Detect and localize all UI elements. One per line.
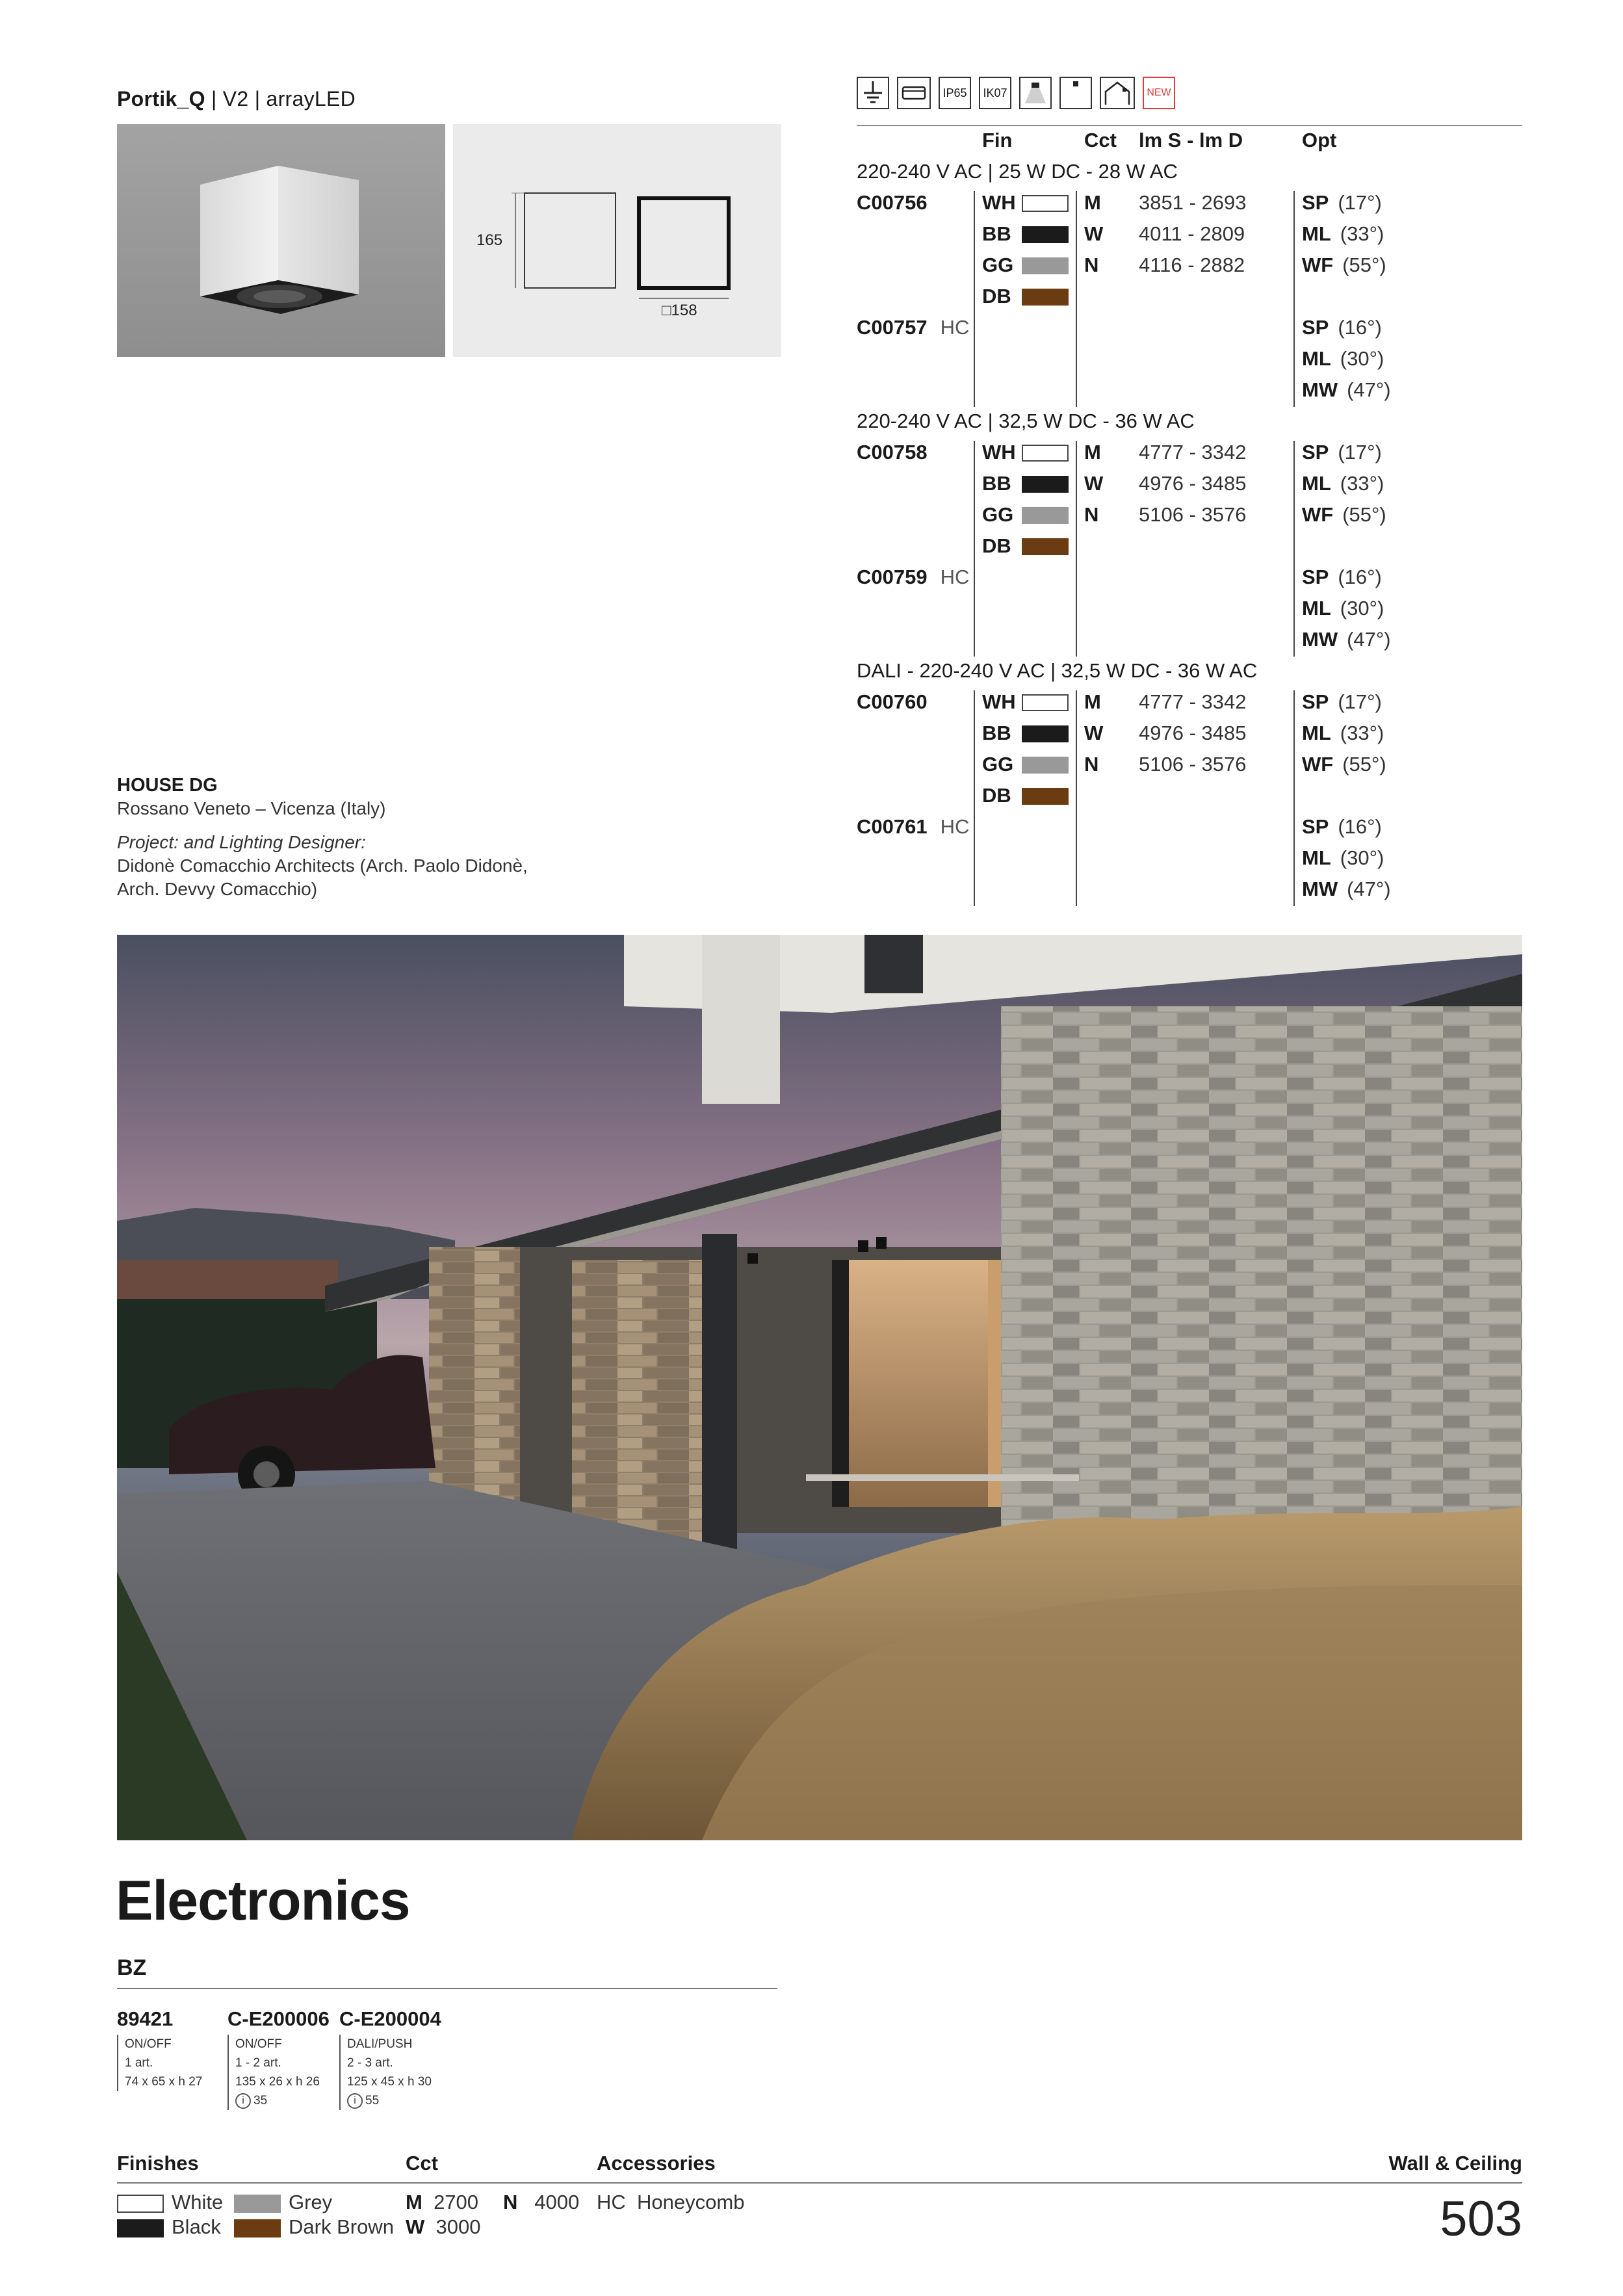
finish-code: DB xyxy=(982,285,1011,307)
accessory-legend-hc: HC Honeycomb xyxy=(597,2191,745,2213)
finish-code: WH xyxy=(982,191,1016,214)
cct-code: N xyxy=(1084,503,1099,526)
surface-mount-icon xyxy=(1059,77,1092,109)
col-header-opt: Opt xyxy=(1302,129,1337,151)
dimension-width: □158 xyxy=(662,302,697,319)
page-number: 503 xyxy=(1440,2191,1522,2247)
legend-swatch-white xyxy=(117,2195,164,2213)
project-photo xyxy=(117,935,1522,1840)
project-location: Rossano Veneto – Vicenza (Italy) xyxy=(117,798,386,818)
finish-swatch-dark-brown xyxy=(1022,538,1069,555)
driver-code: C-E200006 xyxy=(227,2007,330,2030)
finish-code: DB xyxy=(982,534,1011,557)
optic-option: ML (30°) xyxy=(1302,597,1384,620)
project-role: Project: and Lighting Designer: xyxy=(117,832,366,852)
col-header-fin: Fin xyxy=(982,129,1013,151)
footer-rule xyxy=(117,2182,1522,2184)
optic-option: WF (55°) xyxy=(1302,503,1386,526)
cct-code: W xyxy=(1084,722,1104,744)
group-title: DALI - 220-240 V AC | 32,5 W DC - 36 W AC xyxy=(857,659,1258,682)
driver-item xyxy=(339,2007,441,2110)
legend-label-grey: Grey xyxy=(289,2191,333,2213)
project-designer: Arch. Devvy Comacchio) xyxy=(117,879,318,899)
lumen-value: 3851 - 2693 xyxy=(1139,191,1247,214)
finish-swatch-grey xyxy=(1022,507,1069,524)
finish-swatch-black xyxy=(1022,725,1069,742)
finish-swatch-grey xyxy=(1022,257,1069,274)
lumen-value: 4976 - 3485 xyxy=(1139,472,1247,495)
optic-option: ML (33°) xyxy=(1302,222,1384,245)
section-subtitle: BZ xyxy=(117,1955,147,1980)
lumen-value: 5106 - 3576 xyxy=(1139,503,1247,526)
finish-code: BB xyxy=(982,472,1011,495)
optic-option: SP (17°) xyxy=(1302,441,1382,463)
ceiling-mount-icon xyxy=(897,77,931,109)
driver-details: ON/OFF 1 art. 74 x 65 x h 27 xyxy=(117,2035,202,2091)
finish-code: WH xyxy=(982,690,1016,713)
driver-code: 89421 xyxy=(117,2007,174,2030)
col-separator xyxy=(974,690,975,906)
product-code: C00760 xyxy=(857,690,928,713)
col-separator xyxy=(974,441,975,657)
product-code: C00756 xyxy=(857,191,928,214)
footer-accessories-label: Accessories xyxy=(597,2152,716,2174)
col-separator xyxy=(1293,690,1295,906)
optic-option: ML (30°) xyxy=(1302,347,1384,370)
driver-details: DALI/PUSH 2 - 3 art. 125 x 45 x h 30 i 55 xyxy=(339,2035,441,2110)
optic-option: MW (47°) xyxy=(1302,628,1391,651)
cct-code: W xyxy=(1084,472,1104,495)
cct-legend-m: M 2700 xyxy=(406,2191,479,2213)
optic-option: MW (47°) xyxy=(1302,378,1391,401)
product-code-hc: C00757 HC xyxy=(857,316,970,339)
finish-swatch-white xyxy=(1022,195,1069,212)
optic-option: SP (17°) xyxy=(1302,191,1382,214)
col-header-cct: Cct xyxy=(1084,129,1117,151)
lumen-value: 4976 - 3485 xyxy=(1139,722,1247,744)
cct-code: M xyxy=(1084,441,1101,463)
footer-finishes-label: Finishes xyxy=(117,2152,199,2174)
compliance-icons xyxy=(857,77,1175,111)
finish-code: DB xyxy=(982,784,1011,807)
finish-swatch-white xyxy=(1022,694,1069,711)
optic-option: SP (16°) xyxy=(1302,815,1382,838)
cct-code: M xyxy=(1084,690,1101,713)
finish-code: WH xyxy=(982,441,1016,463)
optic-option: WF (55°) xyxy=(1302,254,1386,276)
finish-code: BB xyxy=(982,722,1011,744)
product-code-hc: C00761 HC xyxy=(857,815,970,838)
cct-legend-n: N 4000 xyxy=(503,2191,580,2213)
group-title: 220-240 V AC | 32,5 W DC - 36 W AC xyxy=(857,410,1195,432)
col-separator xyxy=(1076,441,1077,657)
project-caption xyxy=(117,774,572,901)
product-title: Portik_Q | V2 | arrayLED xyxy=(117,87,356,111)
beam-icon xyxy=(1019,77,1052,109)
legend-swatch-dark-brown xyxy=(234,2219,281,2237)
cct-code: N xyxy=(1084,753,1099,776)
cct-code: N xyxy=(1084,254,1099,276)
finish-swatch-black xyxy=(1022,476,1069,493)
product-photo xyxy=(117,124,445,357)
ik-rating-badge: IK07 xyxy=(979,77,1011,109)
driver-details: ON/OFF 1 - 2 art. 135 x 26 x h 26 i 35 xyxy=(227,2035,330,2110)
project-name: HOUSE DG xyxy=(117,775,218,796)
legend-swatch-black xyxy=(117,2219,164,2237)
wall-mount-icon xyxy=(1100,77,1135,109)
driver-item xyxy=(227,2007,330,2110)
finish-swatch-white xyxy=(1022,445,1069,462)
finish-code: GG xyxy=(982,753,1014,776)
table-top-rule xyxy=(857,125,1522,126)
power-icon: i xyxy=(347,2093,363,2109)
col-separator xyxy=(974,191,975,407)
section-rule xyxy=(117,1988,777,1989)
new-badge: NEW xyxy=(1143,77,1175,109)
ip-rating-badge: IP65 xyxy=(939,77,971,109)
footer-category: Wall & Ceiling xyxy=(1388,2152,1522,2174)
legend-label-black: Black xyxy=(172,2215,221,2238)
optic-option: SP (16°) xyxy=(1302,566,1382,588)
driver-code: C-E200004 xyxy=(339,2007,441,2030)
optic-option: ML (33°) xyxy=(1302,722,1384,744)
col-separator xyxy=(1076,690,1077,906)
optic-option: SP (16°) xyxy=(1302,316,1382,339)
optic-option: ML (30°) xyxy=(1302,846,1384,869)
footer-cct-label: Cct xyxy=(406,2152,438,2174)
finish-code: BB xyxy=(982,222,1011,245)
col-separator xyxy=(1293,191,1295,407)
product-code: C00758 xyxy=(857,441,928,463)
finish-swatch-dark-brown xyxy=(1022,289,1069,306)
optic-option: WF (55°) xyxy=(1302,753,1386,776)
cct-code: W xyxy=(1084,222,1104,245)
lumen-value: 4116 - 2882 xyxy=(1139,254,1245,276)
optic-option: SP (17°) xyxy=(1302,690,1382,713)
finish-swatch-black xyxy=(1022,226,1069,243)
lumen-value: 4011 - 2809 xyxy=(1139,222,1245,245)
col-header-lm: lm S - lm D xyxy=(1139,129,1243,151)
finish-code: GG xyxy=(982,503,1014,526)
lumen-value: 4777 - 3342 xyxy=(1139,690,1247,713)
finish-code: GG xyxy=(982,254,1014,276)
product-code-hc: C00759 HC xyxy=(857,566,970,588)
optic-option: MW (47°) xyxy=(1302,878,1391,900)
optic-option: ML (33°) xyxy=(1302,472,1384,495)
cct-code: M xyxy=(1084,191,1101,214)
ground-symbol-icon xyxy=(857,77,889,109)
col-separator xyxy=(1076,191,1077,407)
col-separator xyxy=(1293,441,1295,657)
dimension-height: 165 xyxy=(476,231,503,249)
group-title: 220-240 V AC | 25 W DC - 28 W AC xyxy=(857,160,1178,183)
project-designer: Didonè Comacchio Architects (Arch. Paolo Didonè, xyxy=(117,855,528,876)
lumen-value: 4777 - 3342 xyxy=(1139,441,1247,463)
driver-item xyxy=(117,2007,202,2091)
cct-legend-w: W 3000 xyxy=(406,2215,481,2238)
legend-label-dark-brown: Dark Brown xyxy=(289,2215,394,2238)
finish-swatch-dark-brown xyxy=(1022,788,1069,805)
finish-swatch-grey xyxy=(1022,757,1069,774)
legend-swatch-grey xyxy=(234,2195,281,2213)
section-title: Electronics xyxy=(116,1870,410,1932)
power-icon: i xyxy=(235,2093,251,2109)
legend-label-white: White xyxy=(172,2191,224,2213)
lumen-value: 5106 - 3576 xyxy=(1139,753,1247,776)
